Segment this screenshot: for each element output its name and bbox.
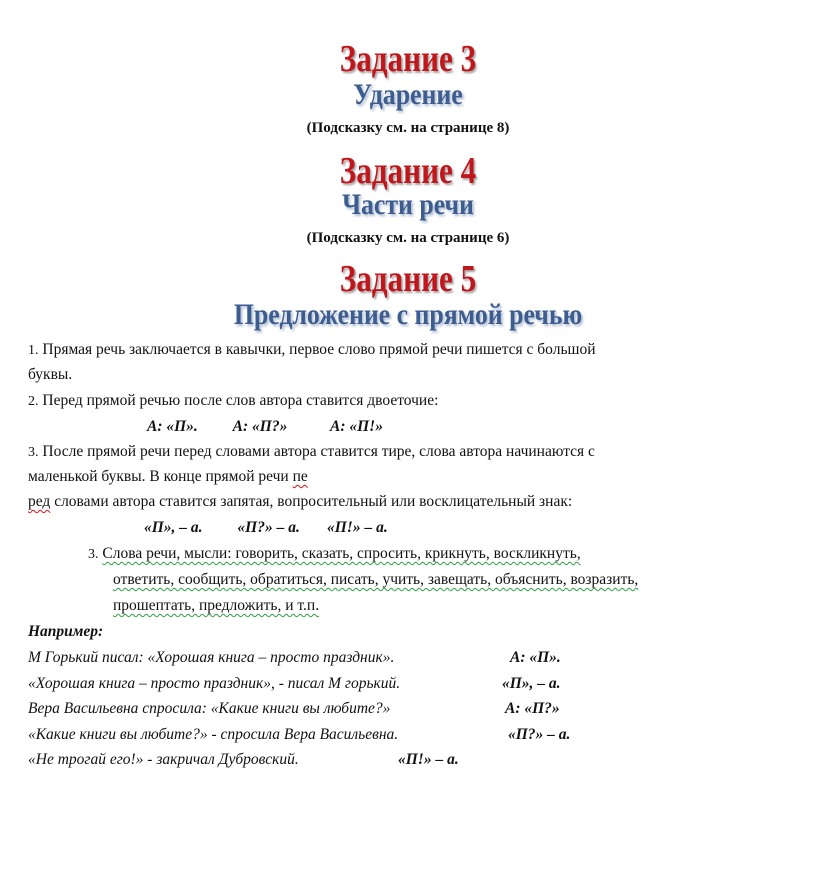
examples-heading: Например: <box>28 623 104 640</box>
rule-2-line <box>28 393 438 409</box>
task5-title: Задание 5 <box>339 258 477 300</box>
example-4: «Какие книги вы любите?» - спросила Вера Васильевна. <box>28 726 399 743</box>
example-2: «Хорошая книга – просто праздник», - писал М горький. <box>28 675 401 692</box>
formula-author-first: А: «П». А: «П?» А: «П!» <box>147 418 383 435</box>
example-1: М Горький писал: «Хорошая книга – просто праздник». <box>28 649 395 666</box>
rule-4-line-3: прошептать, предложить, и т.п. <box>113 597 320 614</box>
rule-1-number: 1. <box>28 343 39 358</box>
formula-speech-first: «П», – а. «П?» – а. «П!» – а. <box>144 519 388 536</box>
task5-subtitle: Предложение с прямой речью <box>233 298 583 331</box>
rule-3-split-word-start: пе <box>292 468 308 485</box>
example-1-formula: А: «П». <box>510 649 561 666</box>
task4-hint: (Подсказку см. на странице 6) <box>306 230 510 246</box>
rule-3-text-3: словами автора ставится запятая, вопросительный или восклицательный знак: <box>54 493 573 510</box>
rule-4-line-2: ответить, сообщить, обратиться, писать, учить, завещать, объяснить, возразить, <box>113 571 639 588</box>
rule-1-text: Прямая речь заключается в кавычки, первое слово прямой речи пишется с большой <box>42 341 596 358</box>
rule-3-line-2 <box>28 469 308 485</box>
example-5-formula: «П!» – а. <box>398 751 459 768</box>
example-4-formula: «П?» – а. <box>508 726 571 743</box>
task3-hint: (Подсказку см. на странице 8) <box>306 120 510 136</box>
example-3: Вера Васильевна спросила: «Какие книги вы любите?» <box>28 700 391 717</box>
task3-title: Задание 3 <box>339 38 477 80</box>
rule-1-line-2: буквы. <box>28 366 73 383</box>
rule-4-text: Слова речи, мысли: говорить, сказать, спросить, крикнуть, воскликнуть, <box>102 545 581 562</box>
rule-4-line-1 <box>88 546 581 562</box>
rule-2-text: Перед прямой речью после слов автора ставится двоеточие: <box>42 392 439 409</box>
rule-1-line-1 <box>28 342 596 358</box>
task4-subtitle: Части речи <box>342 188 474 221</box>
example-3-formula: А: «П?» <box>505 700 560 717</box>
rule-3-text-2: маленькой буквы. В конце прямой речи <box>28 468 289 485</box>
rule-3-text: После прямой речи перед словами автора ставится тире, слова автора начинаются с <box>42 443 595 460</box>
rule-2-number: 2. <box>28 394 39 409</box>
example-2-formula: «П», – а. <box>502 675 561 692</box>
rule-4-number: 3. <box>88 547 99 562</box>
task4-title: Задание 4 <box>339 150 477 192</box>
rule-3-split-word-end: ред <box>28 493 51 510</box>
task3-subtitle: Ударение <box>353 78 463 111</box>
rule-3-line-3 <box>28 494 572 510</box>
example-5: «Не трогай его!» - закричал Дубровский. <box>28 751 299 768</box>
rule-3-number: 3. <box>28 445 39 460</box>
rule-3-line-1 <box>28 444 595 460</box>
